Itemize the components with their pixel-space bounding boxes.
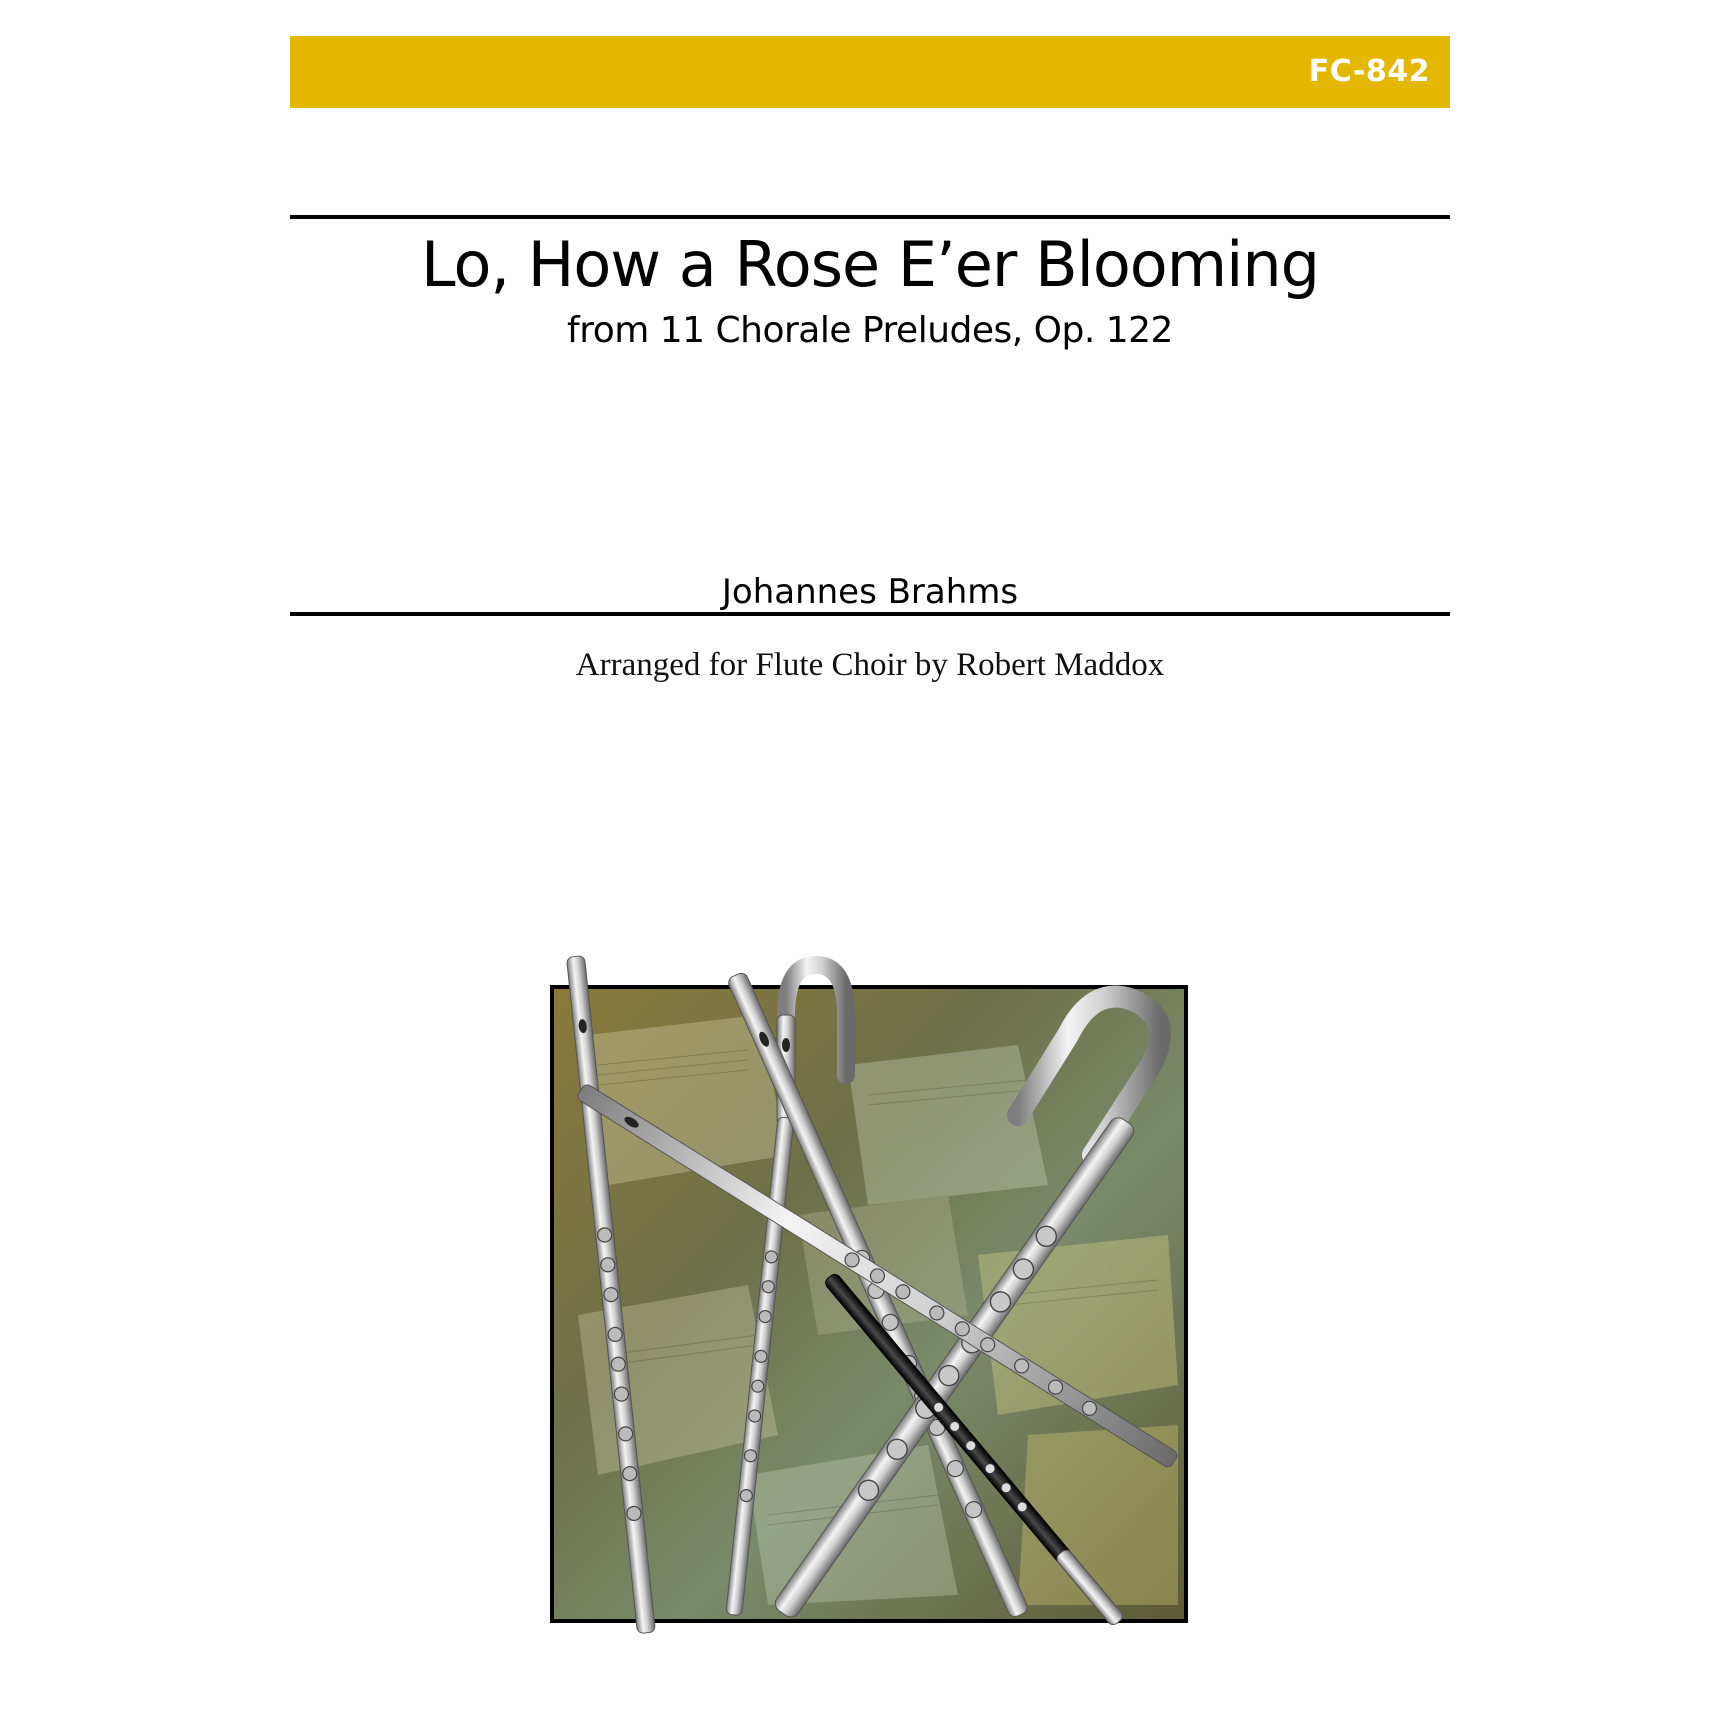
top-divider xyxy=(290,215,1450,219)
page-title: Lo, How a Rose E’er Blooming xyxy=(421,228,1319,301)
header-bar xyxy=(290,36,1450,108)
page-subtitle: from 11 Chorale Preludes, Op. 122 xyxy=(567,310,1173,351)
composer-name: Johannes Brahms xyxy=(721,572,1019,612)
arranger-credit: Arranged for Flute Choir by Robert Maddox xyxy=(575,647,1165,683)
composer-divider xyxy=(290,612,1450,616)
flute-artwork xyxy=(548,955,1208,1635)
catalog-code: FC-842 xyxy=(1308,54,1430,89)
